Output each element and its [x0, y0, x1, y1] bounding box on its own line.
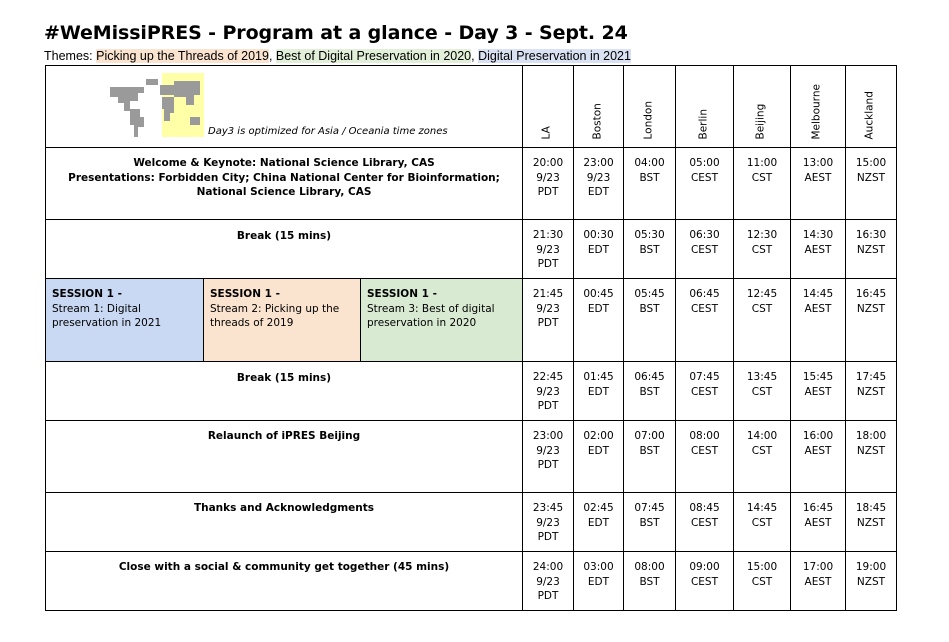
table-row	[46, 220, 897, 279]
time-cell-boston: 02:00 EDT	[574, 421, 624, 493]
table-row	[46, 148, 897, 220]
themes-prefix: Themes:	[44, 49, 93, 63]
time-cell-boston: 00:30 EDT	[574, 220, 624, 279]
city-header-london: London	[624, 66, 676, 148]
time-cell-beijing: 15:00 CST	[734, 552, 791, 611]
time-cell-auckland: 18:00 NZST	[846, 421, 897, 493]
event-relaunch-ipres-beijing: Relaunch of iPRES Beijing	[46, 421, 523, 493]
table-row	[46, 552, 897, 611]
time-cell-london: 07:00 BST	[624, 421, 676, 493]
time-cell-london: 06:45 BST	[624, 362, 676, 421]
time-cell-auckland: 19:00 NZST	[846, 552, 897, 611]
time-cell-melbourne: 15:45 AEST	[791, 362, 846, 421]
time-cell-auckland: 15:00 NZST	[846, 148, 897, 220]
time-cell-melbourne: 14:45 AEST	[791, 279, 846, 362]
time-cell-london: 05:30 BST	[624, 220, 676, 279]
time-cell-melbourne: 14:30 AEST	[791, 220, 846, 279]
day3-note: Day3 is optimized for Asia / Oceania time zones	[208, 125, 448, 137]
time-cell-boston: 23:00 9/23 EDT	[574, 148, 624, 220]
time-cell-la: 23:00 9/23 PDT	[523, 421, 574, 493]
time-cell-la: 20:00 9/23 PDT	[523, 148, 574, 220]
table-row	[46, 279, 897, 362]
time-cell-auckland: 18:45 NZST	[846, 493, 897, 552]
time-cell-boston: 01:45 EDT	[574, 362, 624, 421]
city-header-beijing: Beijing	[734, 66, 791, 148]
time-cell-auckland: 17:45 NZST	[846, 362, 897, 421]
table-row	[46, 493, 897, 552]
world-map-icon	[106, 73, 206, 139]
time-cell-la: 21:30 9/23 PDT	[523, 220, 574, 279]
header-map-cell	[46, 66, 523, 148]
time-cell-boston: 02:45 EDT	[574, 493, 624, 552]
time-cell-auckland: 16:30 NZST	[846, 220, 897, 279]
event-break-1: Break (15 mins)	[46, 220, 523, 279]
time-cell-beijing: 12:30 CST	[734, 220, 791, 279]
table-row	[46, 362, 897, 421]
time-cell-la: 24:00 9/23 PDT	[523, 552, 574, 611]
program-table	[45, 65, 897, 611]
time-cell-boston: 00:45 EDT	[574, 279, 624, 362]
theme-2020: Best of Digital Preservation in 2020	[275, 49, 472, 63]
theme-2019: Picking up the Threads of 2019	[96, 49, 269, 63]
time-cell-beijing: 13:45 CST	[734, 362, 791, 421]
time-cell-berlin: 07:45 CEST	[676, 362, 734, 421]
time-cell-beijing: 12:45 CST	[734, 279, 791, 362]
time-cell-berlin: 05:00 CEST	[676, 148, 734, 220]
time-cell-beijing: 14:00 CST	[734, 421, 791, 493]
session-stream-2: SESSION 1 - Stream 2: Picking up the threads of 2019	[204, 279, 361, 362]
event-break-2: Break (15 mins)	[46, 362, 523, 421]
time-cell-london: 05:45 BST	[624, 279, 676, 362]
city-header-auckland: Auckland	[846, 66, 897, 148]
time-cell-la: 22:45 9/23 PDT	[523, 362, 574, 421]
header-row	[46, 66, 897, 148]
time-cell-berlin: 08:45 CEST	[676, 493, 734, 552]
time-cell-auckland: 16:45 NZST	[846, 279, 897, 362]
city-header-boston: Boston	[574, 66, 624, 148]
time-cell-melbourne: 17:00 AEST	[791, 552, 846, 611]
time-cell-berlin: 09:00 CEST	[676, 552, 734, 611]
time-cell-melbourne: 16:45 AEST	[791, 493, 846, 552]
time-cell-london: 08:00 BST	[624, 552, 676, 611]
time-cell-berlin: 06:30 CEST	[676, 220, 734, 279]
session-stream-1: SESSION 1 - Stream 1: Digital preservation in 2021	[46, 279, 204, 362]
city-header-berlin: Berlin	[676, 66, 734, 148]
time-cell-melbourne: 13:00 AEST	[791, 148, 846, 220]
table-row	[46, 421, 897, 493]
time-cell-london: 07:45 BST	[624, 493, 676, 552]
time-cell-melbourne: 16:00 AEST	[791, 421, 846, 493]
time-cell-beijing: 14:45 CST	[734, 493, 791, 552]
session-stream-3: SESSION 1 - Stream 3: Best of digital preservation in 2020	[361, 279, 523, 362]
theme-2021: Digital Preservation in 2021	[478, 49, 631, 63]
city-header-la: LA	[523, 66, 574, 148]
time-cell-boston: 03:00 EDT	[574, 552, 624, 611]
city-header-melbourne: Melbourne	[791, 66, 846, 148]
time-cell-london: 04:00 BST	[624, 148, 676, 220]
event-thanks-acknowledgments: Thanks and Acknowledgments	[46, 493, 523, 552]
time-cell-beijing: 11:00 CST	[734, 148, 791, 220]
time-cell-la: 23:45 9/23 PDT	[523, 493, 574, 552]
theme-separator: ,	[471, 49, 479, 63]
event-close-social: Close with a social & community get together (45 mins)	[46, 552, 523, 611]
theme-separator: ,	[268, 49, 276, 63]
time-cell-berlin: 08:00 CEST	[676, 421, 734, 493]
themes-legend	[44, 49, 631, 63]
time-cell-la: 21:45 9/23 PDT	[523, 279, 574, 362]
time-cell-berlin: 06:45 CEST	[676, 279, 734, 362]
page-title: #WeMissiPRES - Program at a glance - Day 3 - Sept. 24	[44, 22, 628, 44]
event-welcome-keynote: Welcome & Keynote: National Science Library, CAS Presentations: Forbidden City; China National Center for Bioinformation; National Science Library, CAS	[46, 148, 523, 220]
